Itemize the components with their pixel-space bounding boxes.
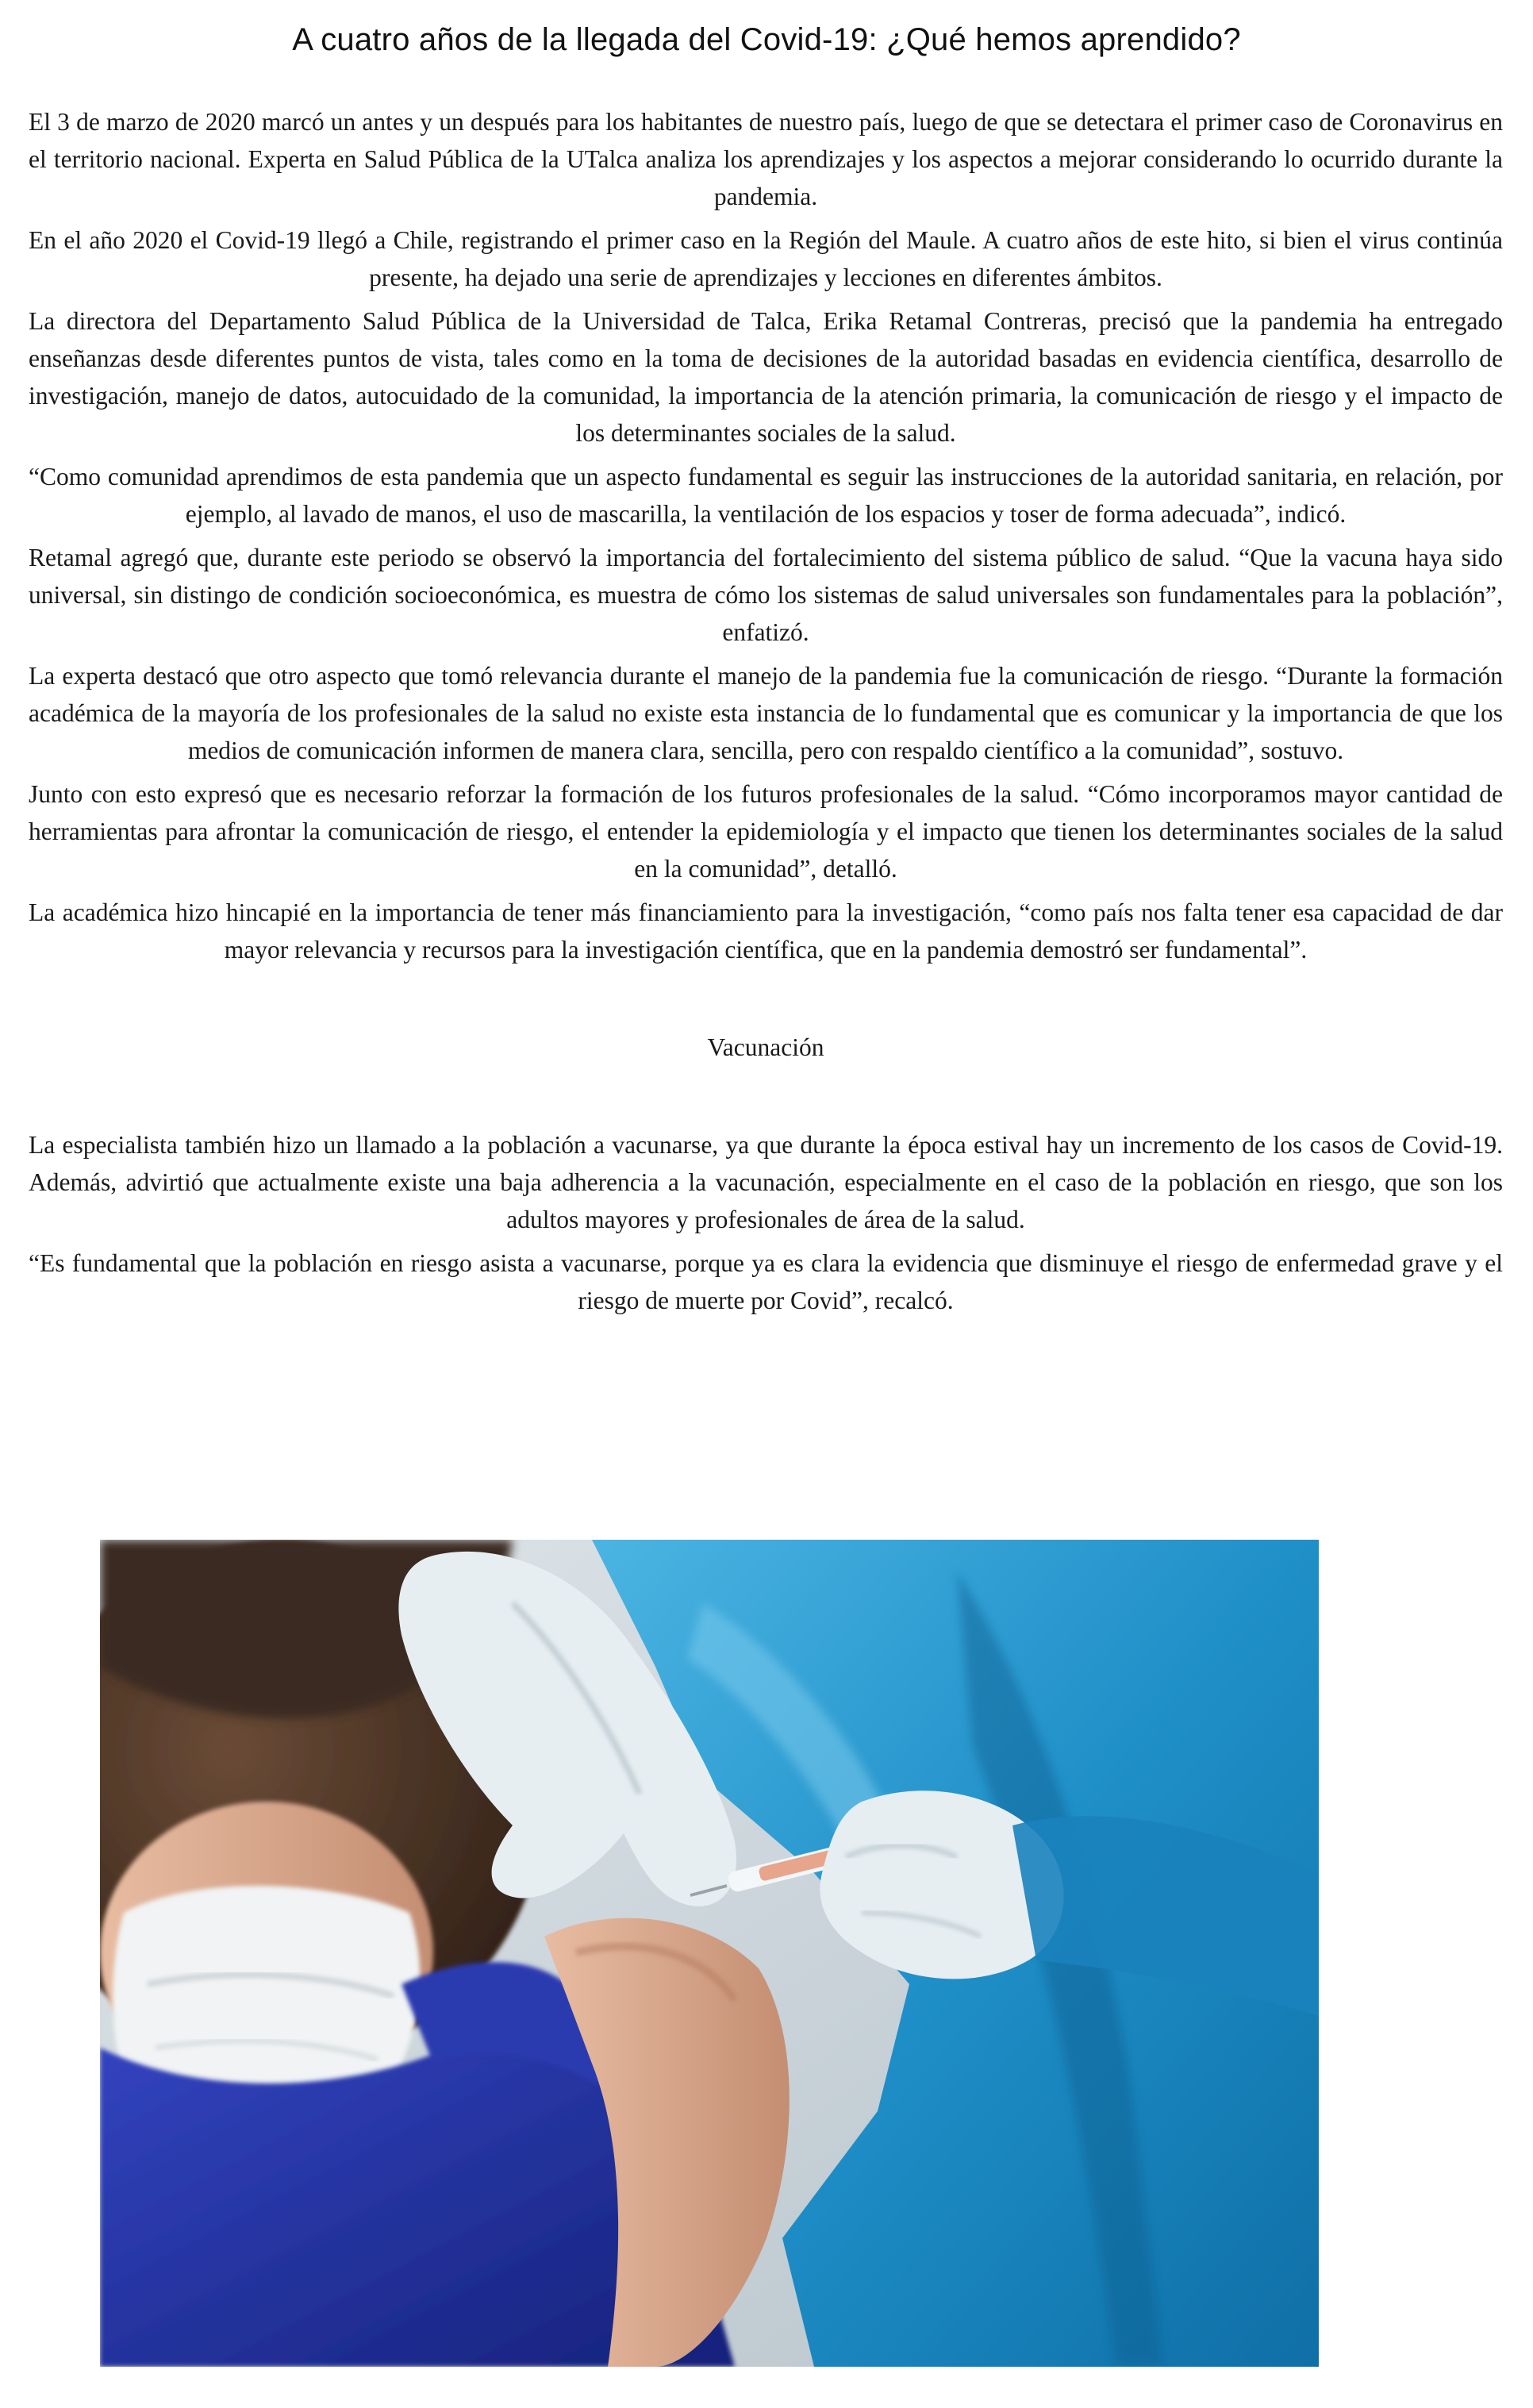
paragraph: La especialista también hizo un llamado a la población a vacunarse, ya que durante la época estival hay un incremento de los casos de Covid-19. Además, advirtió que actualmente existe una baja adherencia a la vacunación, especialmente en el caso de la población en riesgo, que son los adultos mayores y profesionales de área de la salud. [29,1131,1503,1233]
article-body [29,103,1503,1325]
paragraph: Junto con esto expresó que es necesario reforzar la formación de los futuros profesionales de la salud. “Cómo incorporamos mayor cantidad de herramientas para afrontar la comunicación de riesgo, el entender la epidemiología y el impacto que tienen los determinantes sociales de la salud en la comunidad”, detalló. [29,780,1503,883]
paragraph: “Es fundamental que la población en riesgo asista a vacunarse, porque ya es clara la evidencia que disminuye el riesgo de enfermedad grave y el riesgo de muerte por Covid”, recalcó. [29,1249,1503,1314]
article-title: A cuatro años de la llegada del Covid-19: ¿Qué hemos aprendido? [292,22,1241,57]
lead-paragraph: El 3 de marzo de 2020 marcó un antes y un después para los habitantes de nuestro país, luego de que se detectara el primer caso de Coronavirus en el territorio nacional. Experta en Salud Pública de la UTalca analiza los aprendizajes y los aspectos a mejorar considerando lo ocurrido durante la pandemia. [29,108,1503,210]
paragraph: “Como comunidad aprendimos de esta pandemia que un aspecto fundamental es seguir las instrucciones de la autoridad sanitaria, en relación, por ejemplo, al lavado de manos, el uso de mascarilla, la ventilación de los espacios y toser de forma adecuada”, indicó. [29,463,1503,528]
paragraph: En el año 2020 el Covid-19 llegó a Chile, registrando el primer caso en la Región del Maule. A cuatro años de este hito, si bien el virus continúa presente, ha dejado una serie de aprendizajes y lecciones en diferentes ámbitos. [29,226,1503,291]
vaccination-photo [100,1540,1319,2367]
section-subheading: Vacunación [707,1033,824,1061]
paragraph: La académica hizo hincapié en la importancia de tener más financiamiento para la investigación, “como país nos falta tener esa capacidad de dar mayor relevancia y recursos para la investigación científica, que en la pandemia demostró ser fundamental”. [29,898,1503,964]
paragraph: Retamal agregó que, durante este periodo se observó la importancia del fortalecimiento del sistema público de salud. “Que la vacuna haya sido universal, sin distingo de condición socioeconómica, es muestra de cómo los sistemas de salud universales son fundamentales para la población”, enfatizó. [29,544,1503,646]
paragraph: La experta destacó que otro aspecto que tomó relevancia durante el manejo de la pandemia fue la comunicación de riesgo. “Durante la formación académica de la mayoría de los profesionales de la salud no existe esta instancia de lo fundamental que es comunicar y la importancia de que los medios de comunicación informen de manera clara, sencilla, pero con respaldo científico a la comunidad”, sostuvo. [29,662,1503,764]
paragraph: La directora del Departamento Salud Pública de la Universidad de Talca, Erika Retamal Contreras, precisó que la pandemia ha entregado enseñanzas desde diferentes puntos de vista, tales como en la toma de decisiones de la autoridad basadas en evidencia científica, desarrollo de investigación, manejo de datos, autocuidado de la comunidad, la importancia de la atención primaria, la comunicación de riesgo y el impacto de los determinantes sociales de la salud. [29,307,1503,447]
